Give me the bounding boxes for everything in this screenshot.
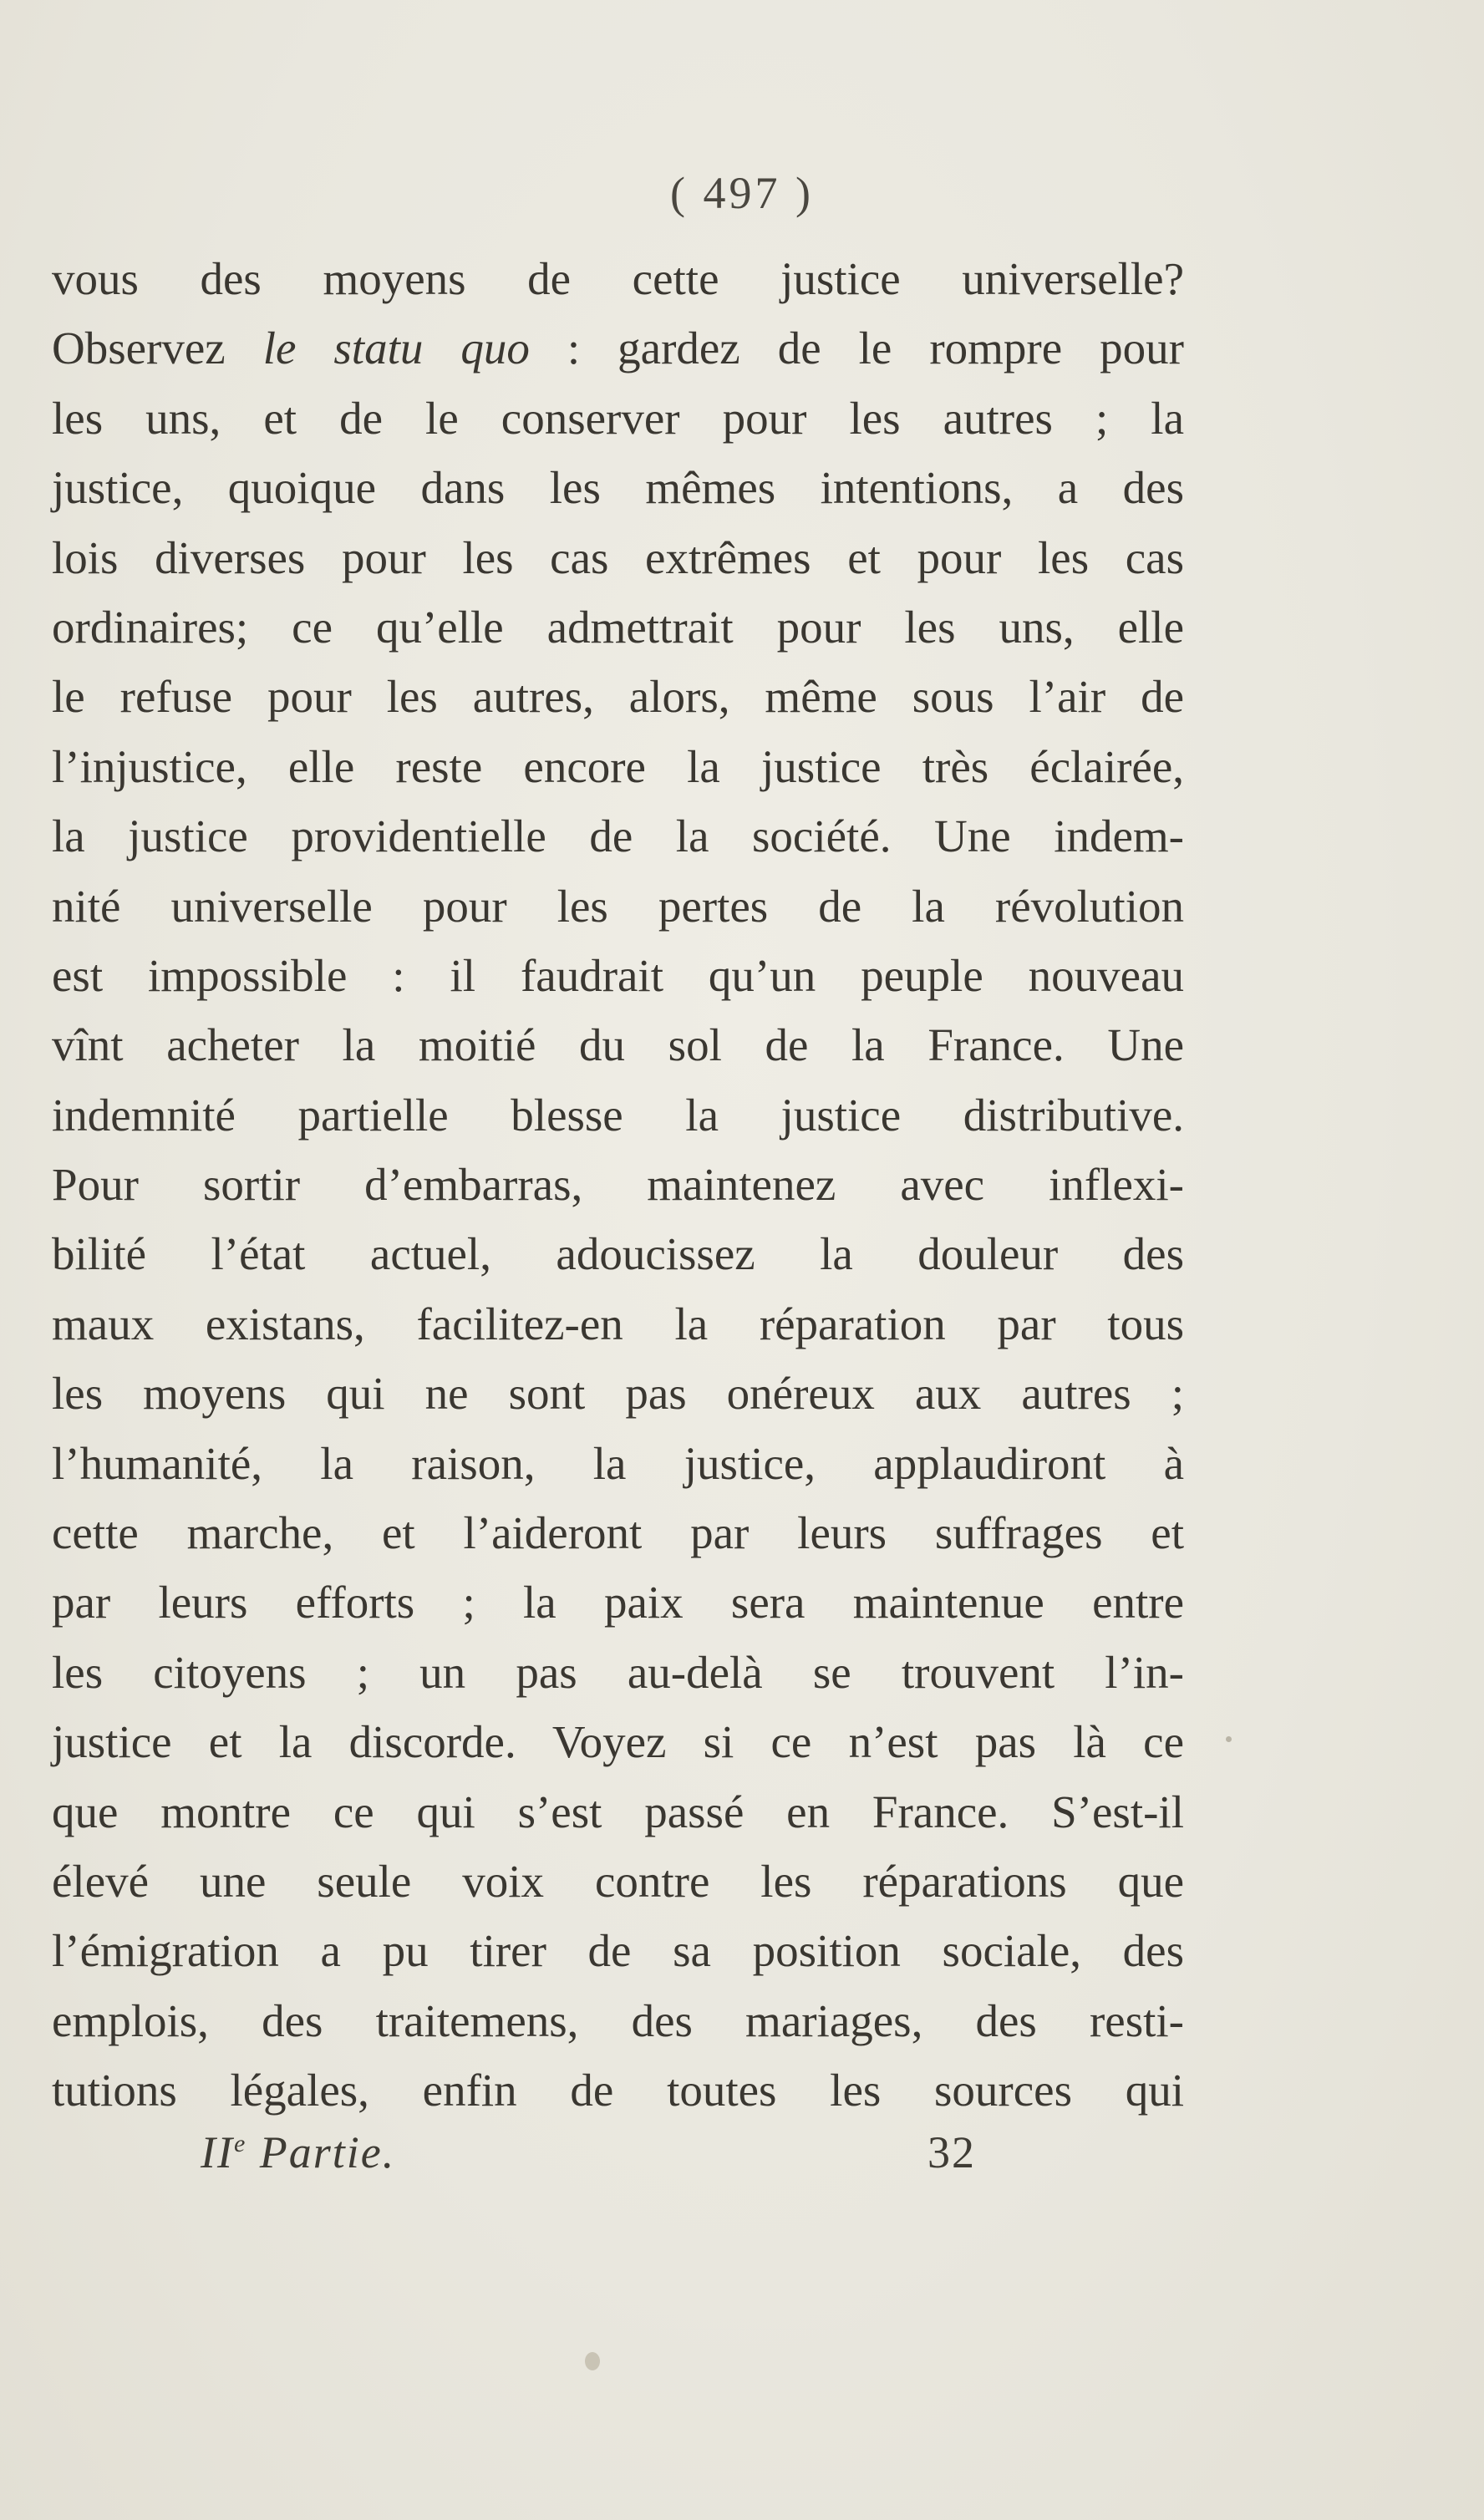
text-line: que montre ce qui s’est passé en France. S’est-il xyxy=(52,1786,1184,1837)
text-line: vous des moyens de cette justice universelle? xyxy=(52,253,1184,304)
text-line: nité universelle pour les pertes de la révolution xyxy=(52,880,1184,932)
part-label xyxy=(201,2126,395,2178)
body-text xyxy=(52,244,1184,2126)
text-line: élevé une seule voix contre les réparations que xyxy=(52,1855,1184,1907)
part-word: Partie. xyxy=(246,2127,396,2177)
text-line: les moyens qui ne sont pas onéreux aux autres ; xyxy=(52,1368,1184,1420)
part-sup: e xyxy=(233,2130,247,2157)
text-line: justice, quoique dans les mêmes intentions, a des xyxy=(52,462,1184,514)
paper-speck xyxy=(585,2352,600,2370)
text-line: par leurs efforts ; la paix sera maintenue entre xyxy=(52,1577,1184,1628)
text-line: les uns, et de le conserver pour les autres ; la xyxy=(52,392,1184,444)
text-line: bilité l’état actuel, adoucissez la douleur des xyxy=(52,1228,1184,1280)
text-line: cette marche, et l’aideront par leurs suffrages et xyxy=(52,1507,1184,1559)
paper-speck xyxy=(1226,1736,1232,1742)
text-line: l’injustice, elle reste encore la justice très éclairée, xyxy=(52,740,1184,792)
text-line: l’émigration a pu tirer de sa position sociale, des xyxy=(52,1925,1184,1977)
text-run: Observez xyxy=(52,323,263,374)
text-line: indemnité partielle blesse la justice distributive. xyxy=(52,1089,1184,1141)
text-line: emplois, des traitemens, des mariages, des resti- xyxy=(52,1994,1184,2046)
text-line: les citoyens ; un pas au-delà se trouvent l’in- xyxy=(52,1646,1184,1698)
text-line: vînt acheter la moitié du sol de la France. Une xyxy=(52,1019,1184,1071)
part-prefix: II xyxy=(201,2127,234,2177)
text-line: lois diverses pour les cas extrêmes et pour les cas xyxy=(52,531,1184,583)
page-number: ( 497 ) xyxy=(670,168,814,218)
text-line: Pour sortir d’embarras, maintenez avec inflexi- xyxy=(52,1159,1184,1211)
signature-mark: 32 xyxy=(928,2127,976,2177)
text-line: est impossible : il faudrait qu’un peuple nouveau xyxy=(52,949,1184,1001)
text-run: : gardez de le rompre pour xyxy=(529,323,1184,374)
text-line: le refuse pour les autres, alors, même sous l’air de xyxy=(52,671,1184,723)
text-line: tutions légales, enfin de toutes les sources qui xyxy=(52,2065,1184,2116)
text-line xyxy=(52,313,1184,383)
text-line: maux existans, facilitez-en la réparation par tous xyxy=(52,1298,1184,1349)
italic-phrase: le statu quo xyxy=(262,323,530,374)
text-line: l’humanité, la raison, la justice, applaudiront à xyxy=(52,1437,1184,1489)
text-line: justice et la discorde. Voyez si ce n’est pas là ce xyxy=(52,1716,1184,1768)
text-line: la justice providentielle de la société. Une indem- xyxy=(52,810,1184,862)
text-line: ordinaires; ce qu’elle admettrait pour les uns, elle xyxy=(52,601,1184,653)
